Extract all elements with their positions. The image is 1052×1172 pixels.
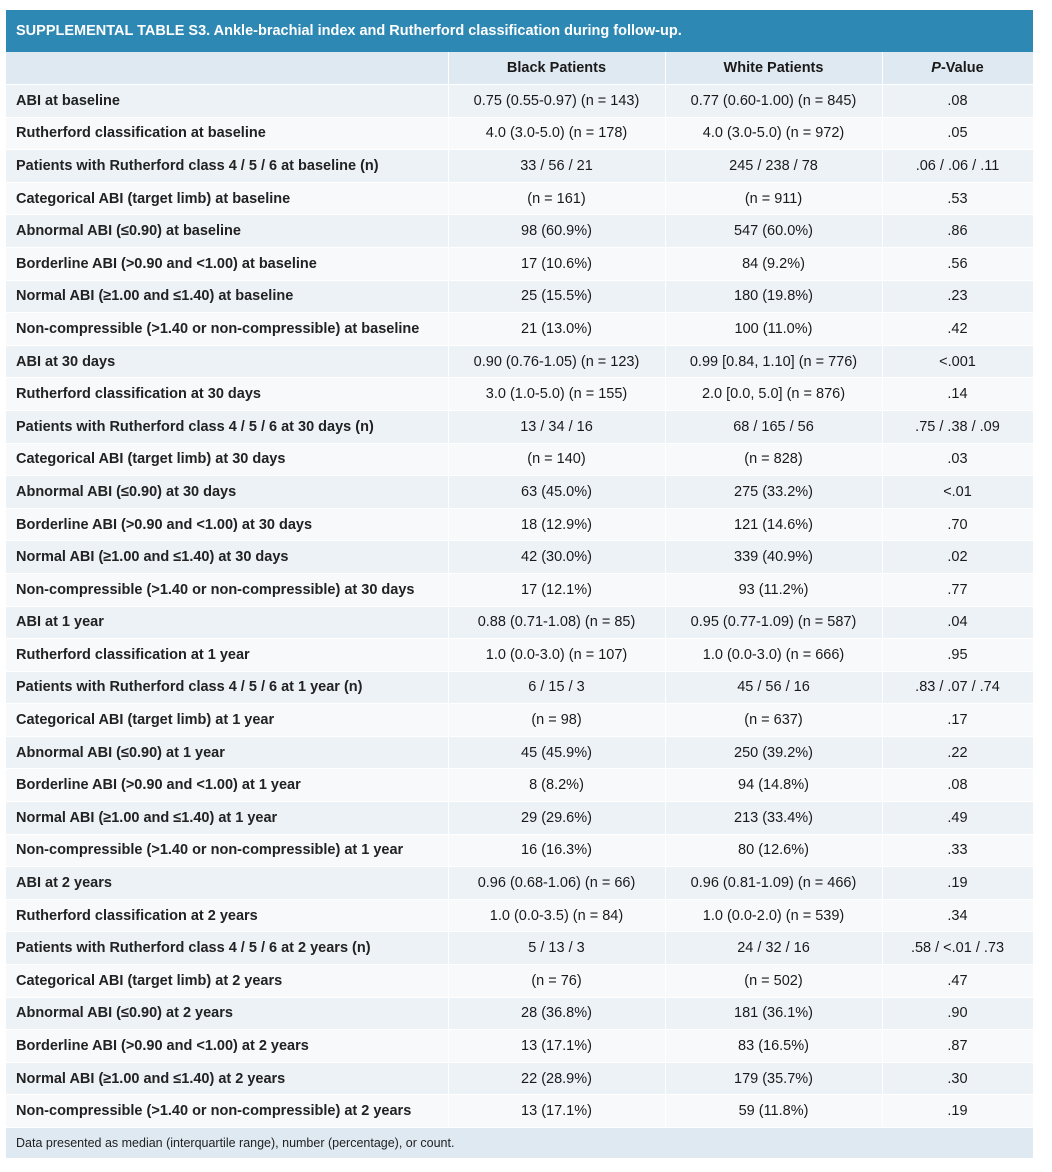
p-value-cell: .47 [882,965,1033,998]
p-value-cell: .08 [882,85,1033,118]
row-label: Abnormal ABI (≤0.90) at 30 days [6,476,448,509]
row-label: Borderline ABI (>0.90 and <1.00) at baseline [6,247,448,280]
row-label: Non-compressible (>1.40 or non-compressible) at baseline [6,313,448,346]
table-row [6,476,1033,509]
black-patients-cell: 28 (36.8%) [448,997,665,1030]
p-value-cell: .70 [882,508,1033,541]
row-label: Patients with Rutherford class 4 / 5 / 6 at baseline (n) [6,150,448,183]
white-patients-cell: 100 (11.0%) [665,313,882,346]
black-patients-cell: 17 (10.6%) [448,247,665,280]
table-row [6,573,1033,606]
table-row [6,410,1033,443]
p-value-cell: .23 [882,280,1033,313]
header-row [6,52,1033,85]
white-patients-cell: 547 (60.0%) [665,215,882,248]
table-row [6,802,1033,835]
black-patients-cell: 0.90 (0.76-1.05) (n = 123) [448,345,665,378]
table-row [6,704,1033,737]
white-patients-cell: 80 (12.6%) [665,834,882,867]
black-patients-cell: 1.0 (0.0-3.5) (n = 84) [448,899,665,932]
table-row [6,639,1033,672]
black-patients-cell: 98 (60.9%) [448,215,665,248]
table-row [6,85,1033,118]
row-label: Categorical ABI (target limb) at baseline [6,182,448,215]
row-label: Abnormal ABI (≤0.90) at baseline [6,215,448,248]
row-label: ABI at baseline [6,85,448,118]
white-patients-cell: 180 (19.8%) [665,280,882,313]
white-patients-cell: 250 (39.2%) [665,736,882,769]
p-value-cell: .30 [882,1062,1033,1095]
white-patients-cell: 121 (14.6%) [665,508,882,541]
p-value-cell: .03 [882,443,1033,476]
table-row [6,899,1033,932]
table-row [6,215,1033,248]
row-label: Patients with Rutherford class 4 / 5 / 6 at 1 year (n) [6,671,448,704]
white-patients-cell: (n = 911) [665,182,882,215]
black-patients-cell: 63 (45.0%) [448,476,665,509]
p-value-cell: .22 [882,736,1033,769]
white-patients-cell: 59 (11.8%) [665,1095,882,1128]
p-value-cell: .08 [882,769,1033,802]
white-patients-cell: 0.99 [0.84, 1.10] (n = 776) [665,345,882,378]
p-value-cell: .02 [882,541,1033,574]
black-patients-cell: 22 (28.9%) [448,1062,665,1095]
row-label: Normal ABI (≥1.00 and ≤1.40) at 2 years [6,1062,448,1095]
black-patients-cell: 1.0 (0.0-3.0) (n = 107) [448,639,665,672]
data-table [6,52,1034,1128]
table-row [6,606,1033,639]
row-label: ABI at 30 days [6,345,448,378]
white-patients-cell: 1.0 (0.0-2.0) (n = 539) [665,899,882,932]
table-row [6,150,1033,183]
row-label: Normal ABI (≥1.00 and ≤1.40) at 1 year [6,802,448,835]
black-patients-cell: (n = 76) [448,965,665,998]
black-patients-cell: 8 (8.2%) [448,769,665,802]
header-p-italic: P [931,60,941,76]
row-label: Rutherford classification at 1 year [6,639,448,672]
p-value-cell: .83 / .07 / .74 [882,671,1033,704]
p-value-cell: .90 [882,997,1033,1030]
row-label: ABI at 1 year [6,606,448,639]
table-row [6,867,1033,900]
table-row [6,932,1033,965]
black-patients-cell: 21 (13.0%) [448,313,665,346]
header-p-suffix: -Value [940,60,984,76]
header-white-patients: White Patients [665,52,882,85]
white-patients-cell: 2.0 [0.0, 5.0] (n = 876) [665,378,882,411]
p-value-cell: .34 [882,899,1033,932]
p-value-cell: .19 [882,1095,1033,1128]
p-value-cell: .33 [882,834,1033,867]
black-patients-cell: 45 (45.9%) [448,736,665,769]
p-value-cell: .58 / <.01 / .73 [882,932,1033,965]
table-row [6,1062,1033,1095]
table-row [6,769,1033,802]
row-label: Non-compressible (>1.40 or non-compressible) at 1 year [6,834,448,867]
row-label: Borderline ABI (>0.90 and <1.00) at 2 years [6,1030,448,1063]
header-p-value [882,52,1033,85]
table-title: SUPPLEMENTAL TABLE S3. Ankle-brachial index and Rutherford classification during follow-up. [6,10,1033,52]
row-label: Normal ABI (≥1.00 and ≤1.40) at baseline [6,280,448,313]
row-label: Rutherford classification at 30 days [6,378,448,411]
row-label: Non-compressible (>1.40 or non-compressible) at 2 years [6,1095,448,1128]
white-patients-cell: 0.77 (0.60-1.00) (n = 845) [665,85,882,118]
black-patients-cell: 0.75 (0.55-0.97) (n = 143) [448,85,665,118]
black-patients-cell: 29 (29.6%) [448,802,665,835]
black-patients-cell: 0.88 (0.71-1.08) (n = 85) [448,606,665,639]
p-value-cell: .75 / .38 / .09 [882,410,1033,443]
table-row [6,182,1033,215]
table-row [6,345,1033,378]
table-row [6,1030,1033,1063]
p-value-cell: .77 [882,573,1033,606]
p-value-cell: .86 [882,215,1033,248]
white-patients-cell: 83 (16.5%) [665,1030,882,1063]
row-label: Borderline ABI (>0.90 and <1.00) at 30 days [6,508,448,541]
white-patients-cell: 94 (14.8%) [665,769,882,802]
row-label: Categorical ABI (target limb) at 1 year [6,704,448,737]
p-value-cell: <.001 [882,345,1033,378]
table-footnote: Data presented as median (interquartile range), number (percentage), or count. [6,1128,1033,1158]
p-value-cell: .53 [882,182,1033,215]
table-row [6,965,1033,998]
row-label: Categorical ABI (target limb) at 30 days [6,443,448,476]
black-patients-cell: (n = 161) [448,182,665,215]
table-row [6,1095,1033,1128]
p-value-cell: .17 [882,704,1033,737]
p-value-cell: .49 [882,802,1033,835]
p-value-cell: .04 [882,606,1033,639]
white-patients-cell: 213 (33.4%) [665,802,882,835]
white-patients-cell: (n = 828) [665,443,882,476]
black-patients-cell: 18 (12.9%) [448,508,665,541]
p-value-cell: .06 / .06 / .11 [882,150,1033,183]
p-value-cell: .56 [882,247,1033,280]
p-value-cell: .95 [882,639,1033,672]
table-row [6,671,1033,704]
white-patients-cell: (n = 637) [665,704,882,737]
white-patients-cell: 1.0 (0.0-3.0) (n = 666) [665,639,882,672]
white-patients-cell: 339 (40.9%) [665,541,882,574]
white-patients-cell: 275 (33.2%) [665,476,882,509]
p-value-cell: .14 [882,378,1033,411]
black-patients-cell: 4.0 (3.0-5.0) (n = 178) [448,117,665,150]
row-label: Rutherford classification at 2 years [6,899,448,932]
white-patients-cell: 181 (36.1%) [665,997,882,1030]
table-row [6,541,1033,574]
white-patients-cell: 93 (11.2%) [665,573,882,606]
black-patients-cell: 6 / 15 / 3 [448,671,665,704]
black-patients-cell: 16 (16.3%) [448,834,665,867]
white-patients-cell: 179 (35.7%) [665,1062,882,1095]
table-row [6,834,1033,867]
row-label: Patients with Rutherford class 4 / 5 / 6 at 30 days (n) [6,410,448,443]
row-label: Borderline ABI (>0.90 and <1.00) at 1 year [6,769,448,802]
white-patients-cell: 68 / 165 / 56 [665,410,882,443]
white-patients-cell: 24 / 32 / 16 [665,932,882,965]
white-patients-cell: 84 (9.2%) [665,247,882,280]
row-label: Categorical ABI (target limb) at 2 years [6,965,448,998]
row-label: Non-compressible (>1.40 or non-compressible) at 30 days [6,573,448,606]
black-patients-cell: 13 (17.1%) [448,1030,665,1063]
black-patients-cell: 13 (17.1%) [448,1095,665,1128]
black-patients-cell: 5 / 13 / 3 [448,932,665,965]
table-row [6,117,1033,150]
row-label: Rutherford classification at baseline [6,117,448,150]
white-patients-cell: 0.96 (0.81-1.09) (n = 466) [665,867,882,900]
table-row [6,313,1033,346]
row-label: ABI at 2 years [6,867,448,900]
row-label: Normal ABI (≥1.00 and ≤1.40) at 30 days [6,541,448,574]
black-patients-cell: 25 (15.5%) [448,280,665,313]
table-row [6,280,1033,313]
header-label [6,52,448,85]
table-row [6,736,1033,769]
row-label: Patients with Rutherford class 4 / 5 / 6 at 2 years (n) [6,932,448,965]
row-label: Abnormal ABI (≤0.90) at 2 years [6,997,448,1030]
white-patients-cell: 45 / 56 / 16 [665,671,882,704]
row-label: Abnormal ABI (≤0.90) at 1 year [6,736,448,769]
white-patients-cell: (n = 502) [665,965,882,998]
table-row [6,247,1033,280]
p-value-cell: .42 [882,313,1033,346]
black-patients-cell: (n = 140) [448,443,665,476]
table-row [6,378,1033,411]
table-row [6,443,1033,476]
p-value-cell: .19 [882,867,1033,900]
black-patients-cell: 13 / 34 / 16 [448,410,665,443]
p-value-cell: .05 [882,117,1033,150]
table-container [6,10,1033,1158]
p-value-cell: <.01 [882,476,1033,509]
table-row [6,508,1033,541]
table-body [6,85,1033,1128]
black-patients-cell: 3.0 (1.0-5.0) (n = 155) [448,378,665,411]
p-value-cell: .87 [882,1030,1033,1063]
table-row [6,997,1033,1030]
black-patients-cell: (n = 98) [448,704,665,737]
black-patients-cell: 17 (12.1%) [448,573,665,606]
white-patients-cell: 0.95 (0.77-1.09) (n = 587) [665,606,882,639]
header-black-patients: Black Patients [448,52,665,85]
black-patients-cell: 0.96 (0.68-1.06) (n = 66) [448,867,665,900]
white-patients-cell: 245 / 238 / 78 [665,150,882,183]
black-patients-cell: 33 / 56 / 21 [448,150,665,183]
white-patients-cell: 4.0 (3.0-5.0) (n = 972) [665,117,882,150]
black-patients-cell: 42 (30.0%) [448,541,665,574]
